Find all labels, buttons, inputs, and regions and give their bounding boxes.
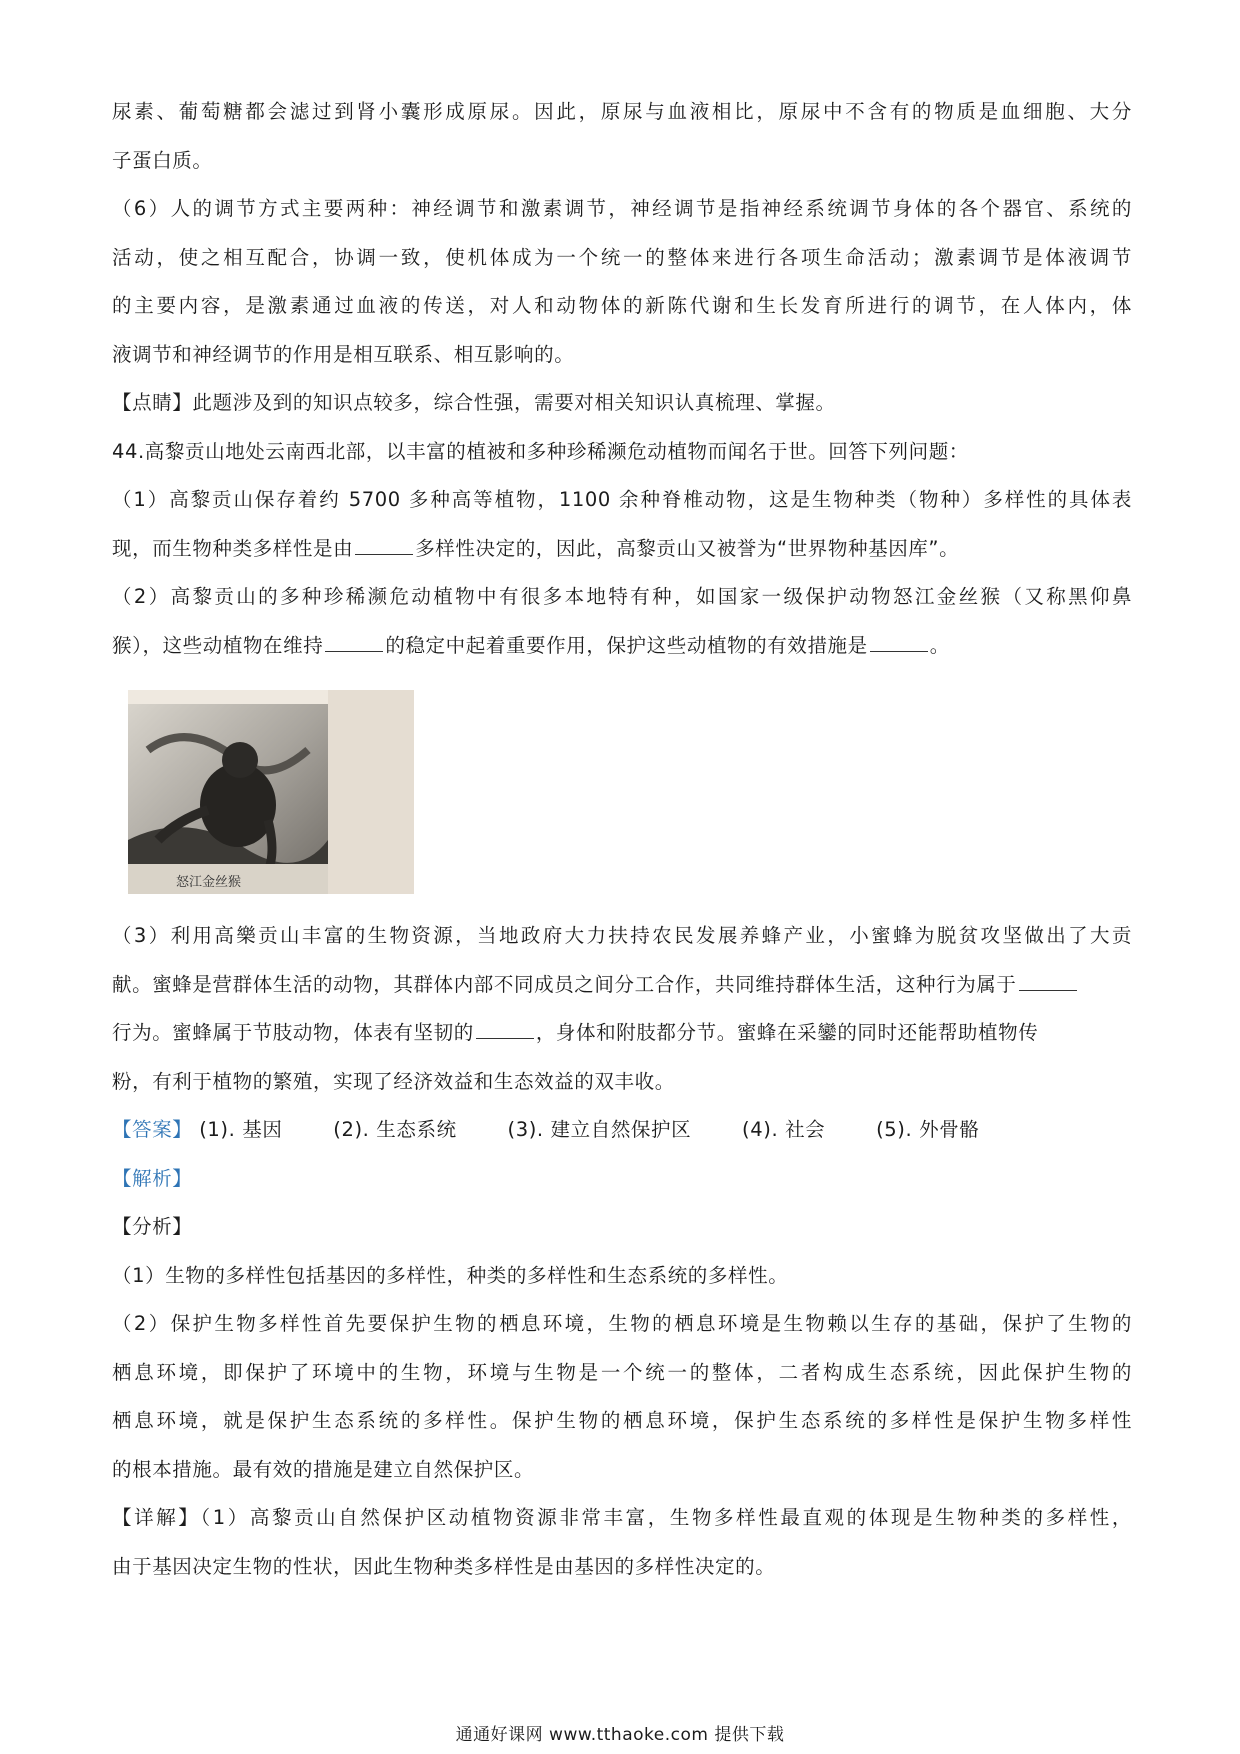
jiexi-label: 【解析】 — [112, 1166, 193, 1190]
question-3-line: 粉，有利于植物的繁殖，实现了经济效益和生态效益的双丰收。 — [112, 1069, 675, 1093]
question-3-line — [112, 961, 1132, 1010]
text-line: （1）生物的多样性包括基因的多样性，种类的多样性和生态系统的多样性。 — [112, 1263, 789, 1287]
dianjing-line: 【点睛】此题涉及到的知识点较多，综合性强，需要对相关知识认真梳理、掌握。 — [112, 391, 836, 414]
text-line: 尿素、葡萄糖都会滤过到肾小囊形成原尿。因此，原尿与血液相比，原尿中不含有的物质是血细胞、大分 — [112, 100, 1132, 123]
text-line: 栖息环境，即保护了环境中的生物，环境与生物是一个统一的整体，二者构成生态系统，因此保护生物的 — [112, 1360, 1132, 1384]
document-body — [112, 88, 1132, 1591]
text-line: 栖息环境，就是保护生态系统的多样性。保护生物的栖息环境，保护生态系统的多样性是保护生物多样性 — [112, 1409, 1132, 1432]
answer-blank — [870, 629, 928, 652]
text-fragment: 献。蜜蜂是营群体生活的动物，其群体内部不同成员之间分工合作，共同维持群体生活，这种行为属于 — [112, 972, 1017, 996]
answer-line — [112, 1106, 1132, 1155]
answer-blank — [1019, 968, 1077, 991]
xiangjie-line: 由于基因决定生物的性状，因此生物种类多样性是由基因的多样性决定的。 — [112, 1554, 776, 1578]
text-line: 的主要内容，是激素通过血液的传送，对人和动物体的新陈代谢和生长发育所进行的调节，在人体内，体 — [112, 294, 1132, 317]
answer-item: (5). 外骨骼 — [876, 1118, 980, 1141]
text-line: 的根本措施。最有效的措施是建立自然保护区。 — [112, 1457, 535, 1481]
question-1-line — [112, 525, 1132, 574]
text-line: 液调节和神经调节的作用是相互联系、相互影响的。 — [112, 342, 575, 366]
answer-item: (1). 基因 — [199, 1118, 283, 1141]
answer-blank — [325, 629, 383, 652]
xiangjie-line: 【详解】（1）高黎贡山自然保护区动植物资源非常丰富，生物多样性最直观的体现是生物种类的多样性， — [112, 1506, 1132, 1529]
answer-item: (4). 社会 — [742, 1118, 826, 1141]
text-fragment: 。 — [929, 633, 950, 657]
question-2-line — [112, 622, 1132, 671]
golden-monkey-photo — [128, 690, 414, 894]
text-line: （2）保护生物多样性首先要保护生物的栖息环境，生物的栖息环境是生物赖以生存的基础，保护了生物的 — [112, 1312, 1132, 1335]
photo-caption: 怒江金丝猴 — [176, 875, 242, 890]
answer-blank — [355, 532, 413, 555]
fenxi-label: 【分析】 — [112, 1215, 193, 1238]
text-fragment: 多样性决定的，因此，高黎贡山又被誉为“世界物种基因库”。 — [415, 536, 960, 560]
text-fragment: 行为。蜜蜂属于节肢动物，体表有坚韧的 — [112, 1021, 474, 1044]
question-2-line: （2）高黎贡山的多种珍稀濒危动植物中有很多本地特有种，如国家一级保护动物怒江金丝猴（又称黑仰鼻 — [112, 585, 1132, 608]
page-footer: 通通好课网 www.tthaoke.com 提供下载 — [455, 1725, 785, 1745]
answer-blank — [476, 1016, 534, 1039]
answer-item: (2). 生态系统 — [333, 1118, 457, 1141]
text-fragment: ，身体和附肢都分节。蜜蜂在采鑾的同时还能帮助植物传 — [535, 1021, 1039, 1044]
answer-item: (3). 建立自然保护区 — [507, 1118, 692, 1141]
text-fragment: 猴），这些动植物在维持 — [112, 633, 324, 657]
text-fragment: 的稳定中起着重要作用，保护这些动植物的有效措施是 — [385, 633, 868, 657]
question-3-line: （3）利用高樂贡山丰富的生物资源，当地政府大力扶持农民发展养蜂产业，小蜜蜂为脱贫攻坚做出了大贡 — [112, 924, 1132, 947]
question-1-line: （1）高黎贡山保存着约 5700 多种高等植物，1100 余种脊椎动物，这是生物种类（物种）多样性的具体表 — [112, 488, 1132, 511]
monkey-photo-block — [112, 690, 1132, 898]
text-line: （6）人的调节方式主要两种：神经调节和激素调节，神经调节是指神经系统调节身体的各个器官、系统的 — [112, 197, 1132, 220]
text-line: 子蛋白质。 — [112, 148, 213, 172]
question-44-stem: 44.高黎贡山地处云南西北部，以丰富的植被和多种珍稀濒危动植物而闻名于世。回答下列问题： — [112, 439, 969, 463]
question-3-line — [112, 1009, 1132, 1058]
answer-label: 【答案】 — [112, 1118, 193, 1141]
text-fragment: 现，而生物种类多样性是由 — [112, 536, 354, 560]
text-line: 活动，使之相互配合，协调一致，使机体成为一个统一的整体来进行各项生命活动；激素调节是体液调节 — [112, 245, 1132, 269]
